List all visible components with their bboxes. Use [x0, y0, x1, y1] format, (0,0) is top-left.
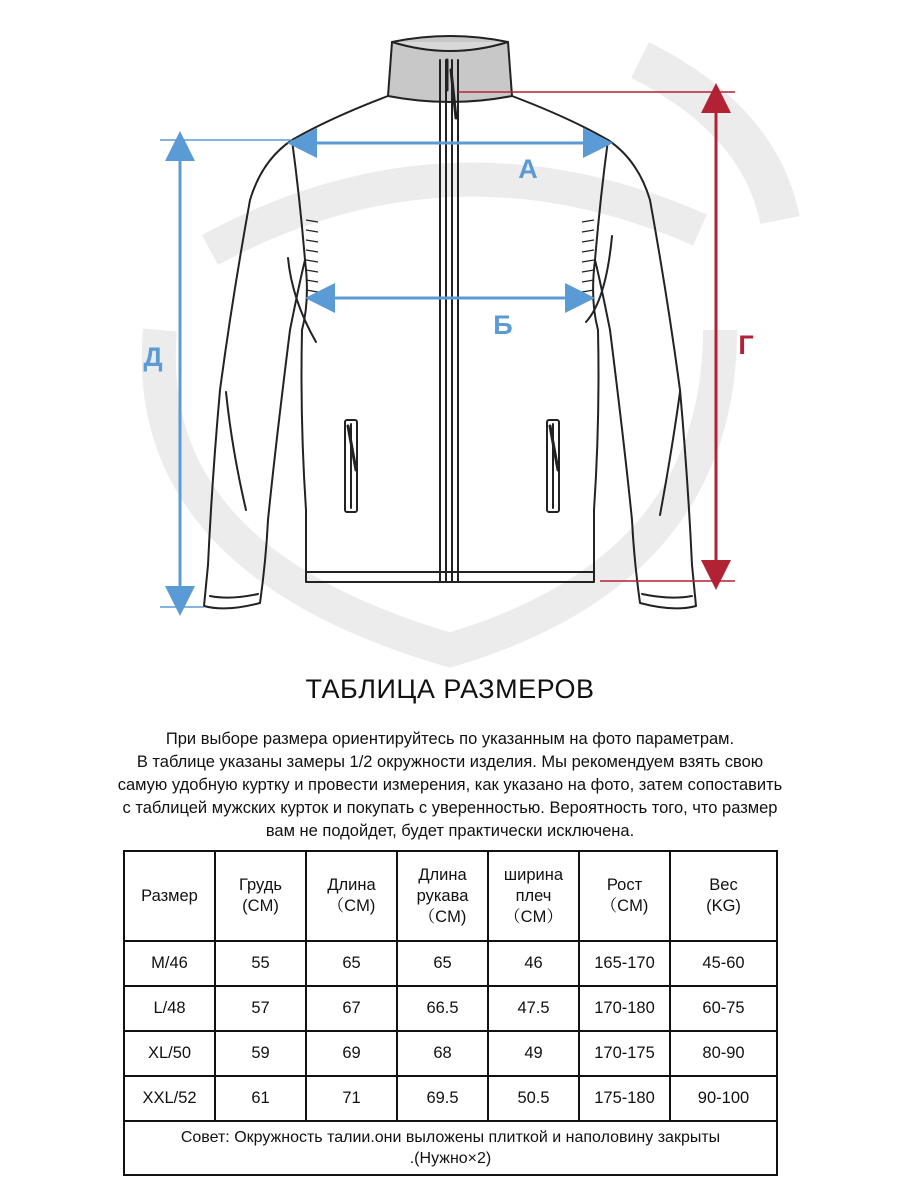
header-size: Размер — [124, 851, 215, 941]
table-cell: XXL/52 — [124, 1076, 215, 1121]
table-cell: 90-100 — [670, 1076, 777, 1121]
table-cell: 50.5 — [488, 1076, 579, 1121]
header-sleeve-length: Длина рукава （CM) — [397, 851, 488, 941]
table-cell: L/48 — [124, 986, 215, 1031]
table-cell: 47.5 — [488, 986, 579, 1031]
table-cell: 45-60 — [670, 941, 777, 986]
table-cell: 49 — [488, 1031, 579, 1076]
header-length: Длина （CM) — [306, 851, 397, 941]
table-cell: 61 — [215, 1076, 306, 1121]
intro-line: вам не подойдет, будет практически исключена. — [265, 822, 635, 840]
watermark-emblem — [159, 60, 780, 650]
table-cell: 170-175 — [579, 1031, 670, 1076]
header-height: Рост （CM) — [579, 851, 670, 941]
measure-b — [320, 298, 580, 340]
table-cell: 175-180 — [579, 1076, 670, 1121]
table-cell: M/46 — [124, 941, 215, 986]
table-row — [124, 1076, 777, 1121]
jacket-outline — [204, 36, 696, 608]
header-shoulder-width: ширина плеч （CM） — [488, 851, 579, 941]
table-cell: 69 — [306, 1031, 397, 1076]
table-cell: 59 — [215, 1031, 306, 1076]
table-note-row — [124, 1121, 777, 1175]
size-chart-intro — [40, 728, 860, 843]
intro-line: самую удобную куртку и провести измерения, как указано на фото, затем сопоставить — [117, 776, 783, 794]
label-a: А — [518, 154, 538, 184]
table-cell: XL/50 — [124, 1031, 215, 1076]
size-chart-title: ТАБЛИЦА РАЗМЕРОВ — [305, 674, 595, 704]
header-weight: Вес (KG) — [670, 851, 777, 941]
table-row — [124, 1031, 777, 1076]
table-header-row — [124, 851, 777, 941]
table-cell: 165-170 — [579, 941, 670, 986]
table-row — [124, 986, 777, 1031]
intro-line: с таблицей мужских курток и покупать с уверенностью. Вероятность того, что размер — [122, 799, 778, 817]
size-table — [123, 850, 778, 1176]
table-cell: 65 — [306, 941, 397, 986]
table-cell: 69.5 — [397, 1076, 488, 1121]
table-cell: 71 — [306, 1076, 397, 1121]
table-cell: 66.5 — [397, 986, 488, 1031]
table-cell: 80-90 — [670, 1031, 777, 1076]
table-cell: 60-75 — [670, 986, 777, 1031]
table-note: Совет: Окружность талии.они выложены плиткой и наполовину закрыты .(Нужно×2) — [124, 1121, 777, 1175]
table-cell: 55 — [215, 941, 306, 986]
table-cell: 65 — [397, 941, 488, 986]
header-chest: Грудь (CM) — [215, 851, 306, 941]
table-cell: 46 — [488, 941, 579, 986]
table-cell: 57 — [215, 986, 306, 1031]
table-cell: 170-180 — [579, 986, 670, 1031]
table-cell: 67 — [306, 986, 397, 1031]
table-cell: 68 — [397, 1031, 488, 1076]
label-g: Г — [738, 330, 754, 360]
intro-line: При выборе размера ориентируйтесь по указанным на фото параметрам. — [165, 730, 735, 748]
waist-hatching — [306, 220, 594, 292]
label-b: Б — [493, 310, 513, 340]
label-d: Д — [143, 342, 163, 372]
table-row — [124, 941, 777, 986]
intro-line: В таблице указаны замеры 1/2 окружности изделия. Мы рекомендуем взять свою — [136, 753, 764, 771]
